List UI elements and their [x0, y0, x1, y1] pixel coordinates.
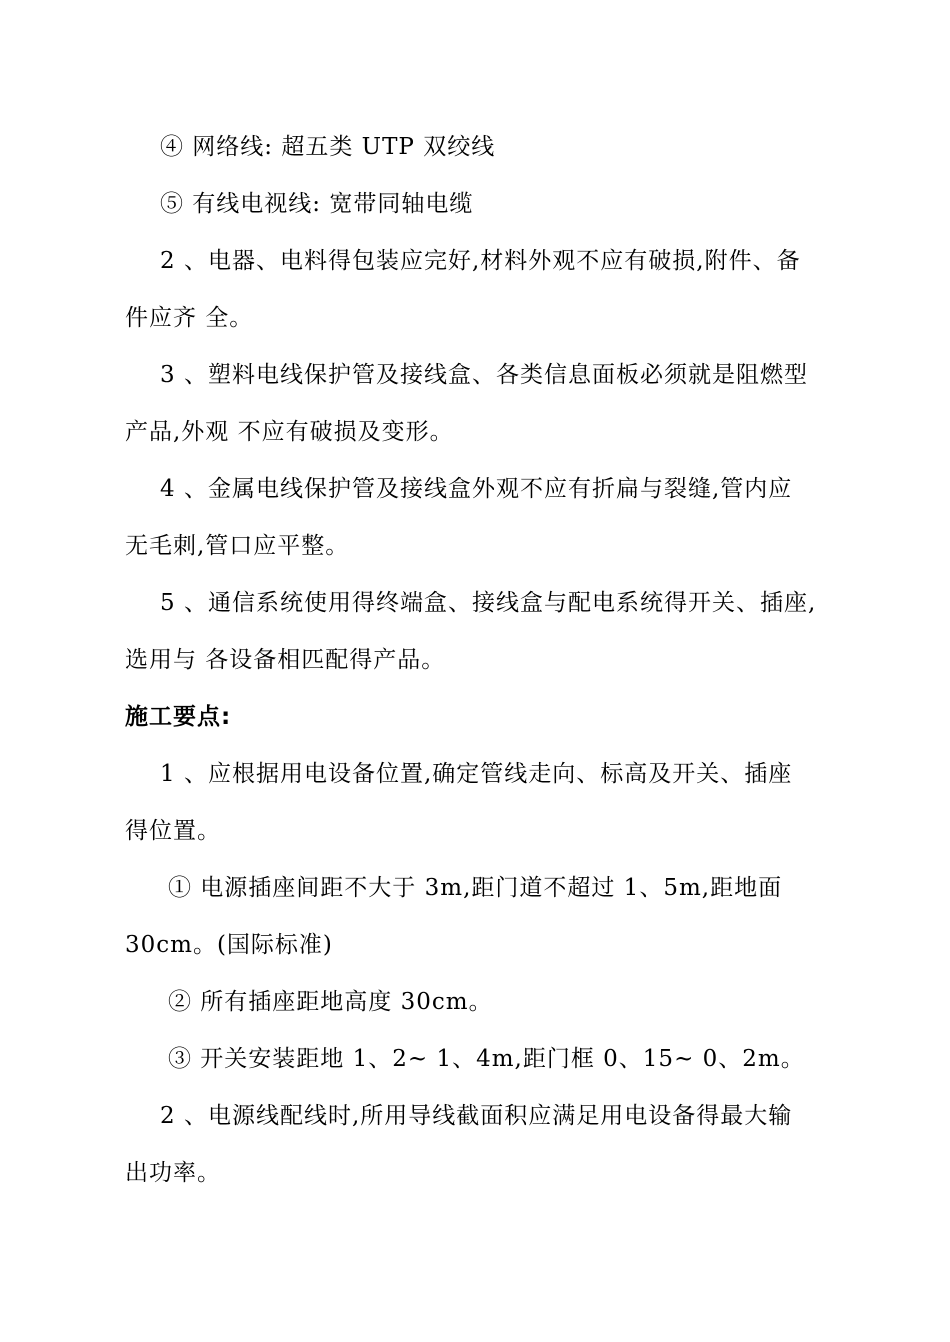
- paragraph-5-line-1: 5 、通信系统使用得终端盒、接线盒与配电系统得开关、插座,: [160, 590, 817, 616]
- paragraph-3-line-2: 产品,外观 不应有破损及变形。: [125, 419, 454, 445]
- socket-height-line: ② 所有插座距地高度 30cm。: [168, 989, 493, 1015]
- step-2-line-2: 出功率。: [125, 1160, 221, 1186]
- socket-spacing-line-1: ① 电源插座间距不大于 3m,距门道不超过 1、5m,距地面: [168, 875, 783, 901]
- paragraph-3-line-1: 3 、塑料电线保护管及接线盒、各类信息面板必须就是阻燃型: [160, 362, 808, 388]
- step-1-line-2: 得位置。: [125, 818, 221, 844]
- item-tv-cable: ⑤ 有线电视线: 宽带同轴电缆: [160, 191, 474, 217]
- switch-install-line: ③ 开关安装距地 1、2~ 1、4m,距门框 0、15~ 0、2m。: [168, 1046, 805, 1072]
- item-network-cable: ④ 网络线: 超五类 UTP 双绞线: [160, 134, 496, 160]
- paragraph-2-line-1: 2 、电器、电料得包装应完好,材料外观不应有破损,附件、备: [160, 248, 801, 274]
- section-heading: 施工要点:: [125, 704, 232, 730]
- step-2-line-1: 2 、电源线配线时,所用导线截面积应满足用电设备得最大输: [160, 1103, 793, 1129]
- paragraph-2-line-2: 件应齐 全。: [125, 305, 254, 331]
- paragraph-4-line-2: 无毛刺,管口应平整。: [125, 533, 350, 559]
- step-1-line-1: 1 、应根据用电设备位置,确定管线走向、标高及开关、插座: [160, 761, 793, 787]
- socket-spacing-line-2: 30cm。(国际标准): [125, 932, 333, 958]
- paragraph-5-line-2: 选用与 各设备相匹配得产品。: [125, 647, 446, 673]
- paragraph-4-line-1: 4 、金属电线保护管及接线盒外观不应有折扁与裂缝,管内应: [160, 476, 793, 502]
